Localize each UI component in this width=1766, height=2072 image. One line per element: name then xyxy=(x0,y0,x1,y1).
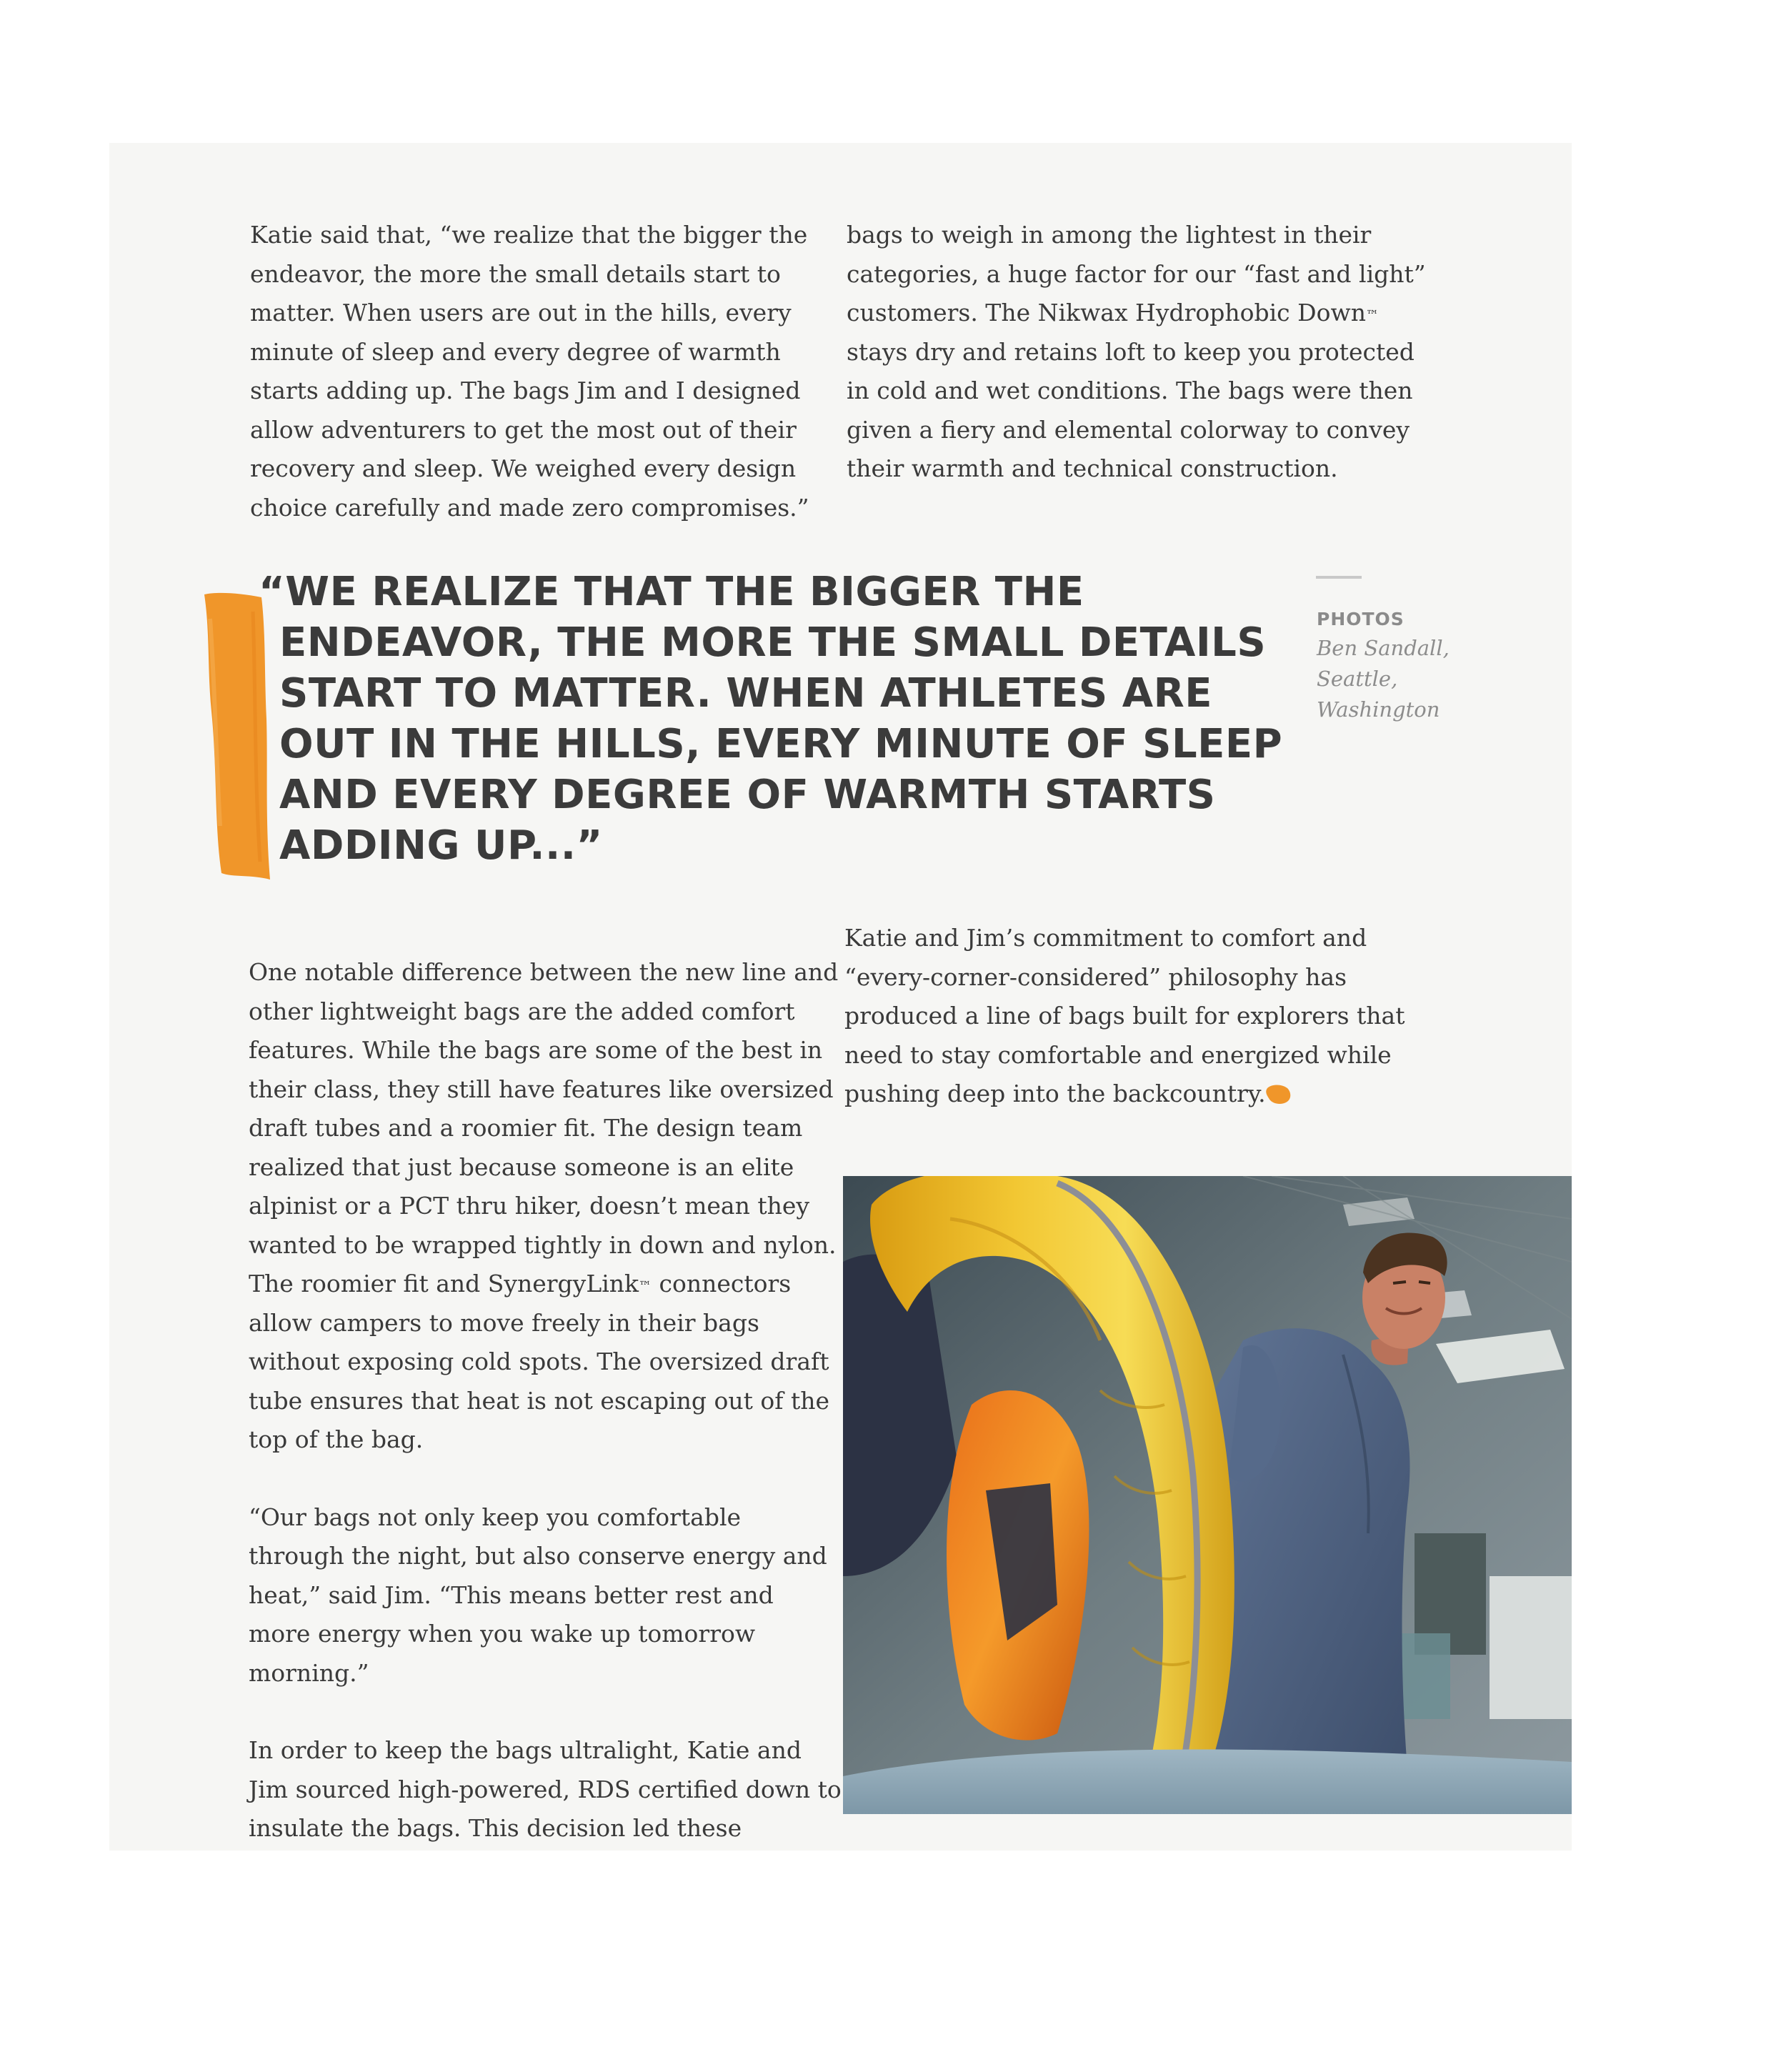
pull-quote-line: START TO MATTER. WHEN ATHLETES ARE xyxy=(279,670,1212,717)
text-run: One notable difference between the new line and other lightweight bags are the added comfort features. While the bags are some of the best in their class, they still have features like oversized draft tubes and a roomier fit. The design team realized that just because someone is an elite alpinist or a PCT thru hiker, doesn’t mean they wanted to be wrapped tightly in down and nylon. The roomier fit and SynergyLink xyxy=(249,958,839,1298)
photo-man-with-sleeping-bag xyxy=(843,1176,1572,1814)
pull-quote-line: “WE REALIZE THAT THE BIGGER THE xyxy=(259,569,1084,615)
article-column-bottom-left xyxy=(249,953,842,1848)
article-column-top-right xyxy=(847,216,1440,489)
paragraph: Katie said that, “we realize that the bigger the endeavor, the more the small details start to matter. When users are out in the hills, every minute of sleep and every degree of warmth starts adding up. The bags Jim and I designed allow adventurers to get the most out of their recovery and sleep. We weighed every design choice carefully and made zero compromises.” xyxy=(250,221,809,522)
photo-credit-line: Seattle, xyxy=(1317,667,1398,691)
paragraph xyxy=(249,953,842,1460)
pull-quote-line: ADDING UP...” xyxy=(279,822,603,869)
text-run: connectors allow campers to move freely in their bags without exposing cold spots. The oversized draft tube ensures that heat is not escaping out of the top of the bag. xyxy=(249,1270,830,1453)
article-column-top-left xyxy=(250,216,843,527)
trademark-symbol: ™ xyxy=(639,1279,652,1294)
photo-credit-line: Ben Sandall, xyxy=(1317,636,1450,660)
paragraph: Katie and Jim’s commitment to comfort and “every-corner-considered” philosophy has produced a line of bags built for explorers that need to stay comfortable and energized while pushing deep into the backcountry. xyxy=(844,924,1405,1107)
article-end-mark-icon xyxy=(1264,1082,1293,1105)
pull-quote xyxy=(259,567,1283,871)
pull-quote-line: ENDEAVOR, THE MORE THE SMALL DETAILS xyxy=(279,619,1267,666)
paragraph xyxy=(847,216,1440,489)
article-column-bottom-right xyxy=(844,919,1437,1114)
pull-quote-line: AND EVERY DEGREE OF WARMTH STARTS xyxy=(279,772,1216,818)
pull-quote-line: OUT IN THE HILLS, EVERY MINUTE OF SLEEP xyxy=(279,721,1283,767)
text-run: stays dry and retains loft to keep you protected in cold and wet conditions. The bags were then given a fiery and elemental colorway to convey their warmth and technical construction. xyxy=(847,337,1415,482)
photo-credit-label: PHOTOS xyxy=(1317,609,1405,629)
credit-divider xyxy=(1316,576,1362,579)
paragraph: In order to keep the bags ultralight, Katie and Jim sourced high-powered, RDS certified down to insulate the bags. This decision led these xyxy=(249,1736,842,1842)
paragraph: “Our bags not only keep you comfortable through the night, but also conserve energy and heat,” said Jim. “This means better rest and more energy when you wake up tomorrow morning.” xyxy=(249,1503,827,1687)
photo-credit xyxy=(1317,633,1450,725)
text-run: bags to weigh in among the lightest in their categories, a huge factor for our “fast and light” customers. The Nikwax Hydrophobic Down xyxy=(847,221,1426,327)
photo-credit-line: Washington xyxy=(1317,697,1440,722)
trademark-symbol: ™ xyxy=(1365,308,1379,323)
